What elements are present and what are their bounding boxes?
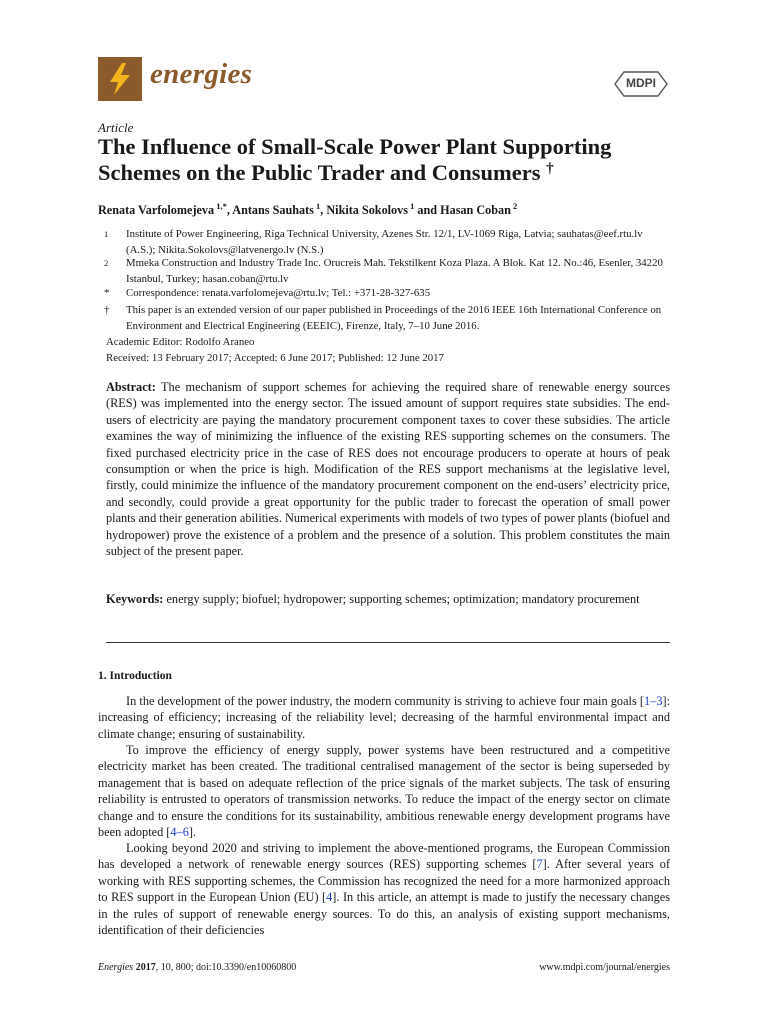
paragraph-text: In the development of the power industry, the modern community is striving to achieve four main goals [: [126, 694, 645, 708]
lightning-bolt-icon: [98, 57, 142, 101]
academic-editor: Academic Editor: Rodolfo Araneo: [106, 336, 255, 348]
citation-link[interactable]: 1–3: [644, 694, 663, 708]
paragraph: [98, 693, 670, 742]
paragraph-text: Looking beyond 2020 and striving to implement the above-mentioned programs, the European Commission has developed a network of renewable energy sources (RES) supporting schemes [: [98, 841, 670, 872]
author-affiliation-mark: 1,*: [214, 201, 227, 211]
footer-journal: Energies: [98, 962, 134, 973]
journal-name: energies: [150, 58, 253, 90]
paragraph: [98, 742, 670, 840]
footer-year: 2017: [135, 962, 156, 973]
abstract-text: The mechanism of support schemes for achieving the required share of renewable energy sources (RES) was implemented into the energy sector. The issued amount of support requires state subsidies. The end-users of electricity are paying the mandatory procurement component taxes to cover these subsidies. The article examines the way of minimizing the influence of the existing RES supporting schemes on the consumers. The fixed purchased electricity price in the case of RES does not encourage producers to operate at hours of peak consumption or when the price is high. Modification of the RES support mechanisms at the legislative level, firstly, could minimize the influence of the mandatory procurement component on the end-users’ electricity price, and secondly, could provide a great opportunity for the public trader to forecast the operation of small power plants and their generation abilities. Numerical experiments with models of two types of power plants (biofuel and hydropower) prove the existence of a problem and the presence of a solution. This problem constitutes the main subject of the present paper.: [106, 380, 670, 559]
author-affiliation-mark: 2: [510, 201, 518, 211]
citation-link[interactable]: 4–6: [170, 825, 189, 840]
abstract-label: Abstract:: [106, 380, 156, 394]
footer-journal-link[interactable]: www.mdpi.com/journal/energies: [539, 962, 670, 973]
author-name: Nikita Sokolovs: [326, 203, 408, 217]
article-type: Article: [98, 120, 134, 135]
keywords: [106, 591, 670, 607]
section-divider: [106, 642, 670, 643]
title-footnote-text: This paper is an extended version of our paper published in Proceedings of the 2016 IEEE 16th International Conference on Environment and Electrical Engineering (EEEIC), Firenze, Italy, 7–10 June 2016.: [126, 304, 662, 332]
correspondence-text: Correspondence: renata.varfolomejeva@rtu.lv; Tel.: +371-28-327-635: [126, 287, 431, 299]
footer-volume-doi: , 10, 800; doi:10.3390/en10060800: [155, 962, 297, 973]
section-heading: 1. Introduction: [98, 670, 172, 682]
paragraph-text: ]: increasing of efficiency; increasing of the reliability level; decreasing of the harmful environmental impact and climate change; ensuring of sustainability.: [98, 694, 670, 741]
author-affiliation-mark: 1: [408, 201, 415, 211]
paragraph-text: ].: [188, 825, 197, 840]
affiliation-mark: 1: [104, 229, 109, 239]
affiliation-text: Mmeka Construction and Industry Trade Inc. Orucreis Mah. Tekstilkent Koza Plaza. A Blok. Kat 12. No.:46, Esenler, 34220 Istanbul, Turkey; hasan.coban@rtu.lv: [126, 257, 663, 285]
affiliation-mark: 2: [104, 258, 109, 268]
title-footnote-mark: †: [104, 304, 110, 316]
keywords-label: Keywords:: [106, 592, 164, 606]
title-footnote-mark: †: [546, 161, 554, 177]
author-name: Hasan Coban: [440, 203, 511, 217]
article-title-text: The Influence of Small-Scale Power Plant Supporting Schemes on the Public Trader and Consumers: [98, 134, 612, 185]
correspondence-mark: *: [104, 287, 110, 299]
abstract: [106, 379, 670, 559]
paragraph-text: ]. After several years of working with RES supporting schemes, the Commission has recognized the need for a more harmonized approach to RES support in the European Union (EU) [: [98, 857, 670, 905]
paragraph-text: ]. In this article, an attempt is made to justify the necessary changes in the rules of support of renewable energy sources. To do this, an analysis of existing support mechanisms, identification of their deficiencies: [98, 890, 670, 938]
paragraph-text: To improve the efficiency of energy supply, power systems have been restructured and a competitive electricity market has been created. The traditional centralised management of the sector is being superseded by management that is based on adequate reflection of the price signals of the market subjects. The task of ensuring reliability is entrusted to operators of transmission networks. To reduce the impact of the energy sector on climate change and to ensure the conditions for its sustainability, ambitious renewable energy development programs have been adopted [: [98, 743, 670, 840]
author-affiliation-mark: 1: [313, 201, 321, 211]
footer-citation: [98, 962, 296, 973]
citation-link[interactable]: 4: [326, 890, 333, 905]
publisher-name: MDPI: [626, 76, 656, 90]
article-title: [98, 134, 698, 186]
keywords-text: energy supply; biofuel; hydropower; supporting schemes; optimization; mandatory procurement: [166, 592, 640, 606]
paragraph: [98, 840, 670, 938]
author-name: Renata Varfolomejeva: [98, 203, 215, 217]
journal-logo-icon: [98, 57, 142, 101]
affiliation-text: Institute of Power Engineering, Riga Technical University, Azenes Str. 12/1, LV-1069 Riga, Latvia; sauhatas@eef.rtu.lv (A.S.); Nikita.Sokolovs@latvenergo.lv (N.S.): [126, 228, 643, 256]
citation-link[interactable]: 7: [536, 857, 543, 872]
publisher-logo[interactable]: [614, 71, 668, 97]
author-name: Antans Sauhats: [232, 203, 314, 217]
author-list: Renata Varfolomejeva $^{1,*}$, Antans Sauhats $^1$, Nikita Sokolovs $^1$ and Hasan Coban $^2$: [98, 201, 518, 217]
publication-dates: Received: 13 February 2017; Accepted: 6 June 2017; Published: 12 June 2017: [106, 352, 444, 364]
